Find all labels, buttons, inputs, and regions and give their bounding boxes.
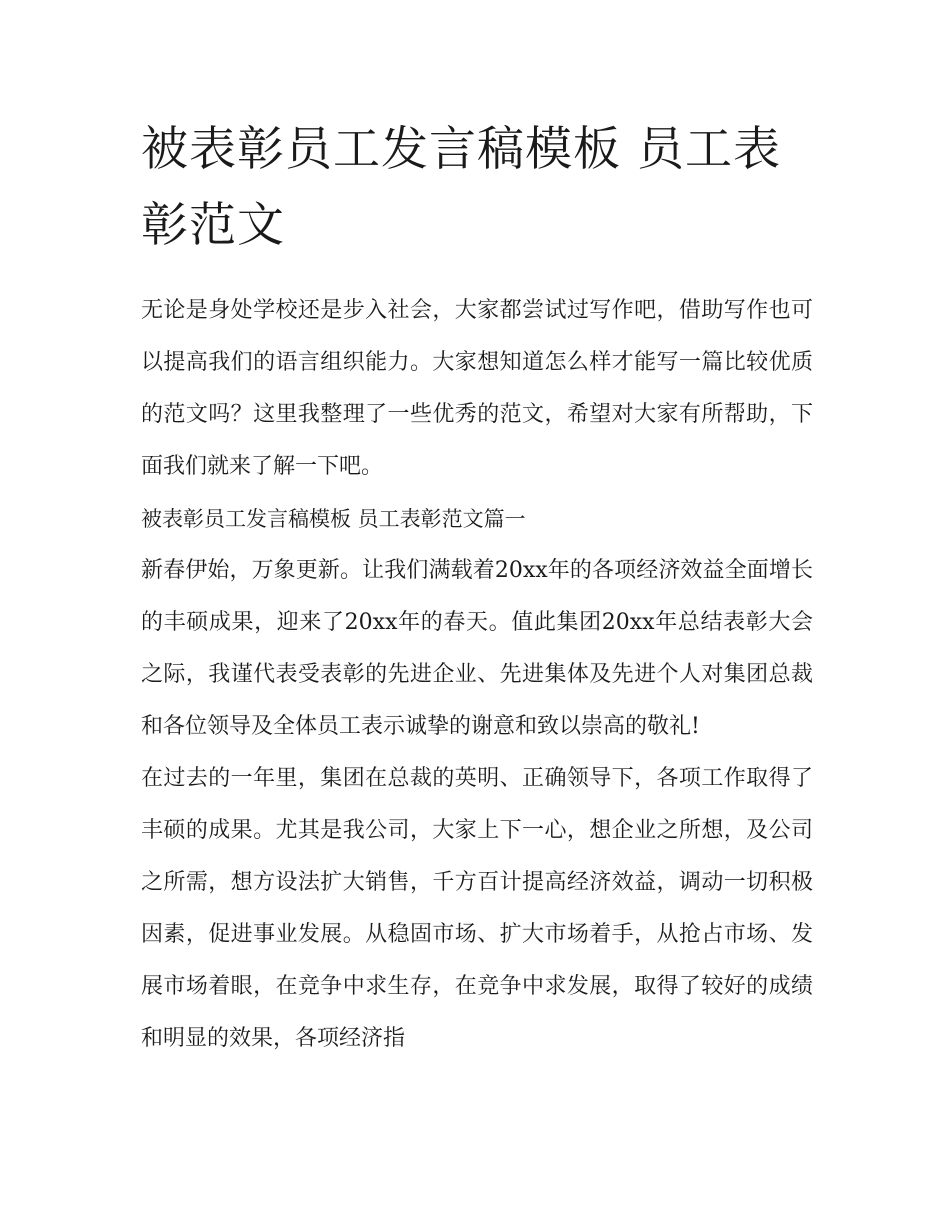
section-heading: 被表彰员工发言稿模板 员工表彰范文篇一: [141, 507, 526, 531]
document-title: 被表彰员工发言稿模板 员工表彰范文: [141, 122, 781, 253]
body-paragraph-1: 新春伊始，万象更新。让我们满载着20xx年的各项经济效益全面增长的丰硕成果，迎来了20xx年的春天。值此集团20xx年总结表彰大会之际，我谨代表受表彰的先进企业、先进集体及先进个人对集团总裁和各位领导及全体员工表示诚挚的谢意和致以崇高的敬礼!: [141, 558, 813, 739]
body-paragraph-2: 在过去的一年里，集团在总裁的英明、正确领导下，各项工作取得了丰硕的成果。尤其是我公司，大家上下一心，想企业之所想，及公司之所需，想方设法扩大销售，千方百计提高经济效益，调动一切积极因素，促进事业发展。从稳固市场、扩大市场着手，从抢占市场、发展市场着眼，在竞争中求生存，在竞争中求发展，取得了较好的成绩和明显的效果，各项经济指: [141, 766, 813, 1051]
intro-paragraph: 无论是身处学校还是步入社会，大家都尝试过写作吧，借助写作也可以提高我们的语言组织能力。大家想知道怎么样才能写一篇比较优质的范文吗？这里我整理了一些优秀的范文，希望对大家有所帮助，下面我们就来了解一下吧。: [141, 298, 813, 479]
document-page: [141, 112, 813, 1065]
